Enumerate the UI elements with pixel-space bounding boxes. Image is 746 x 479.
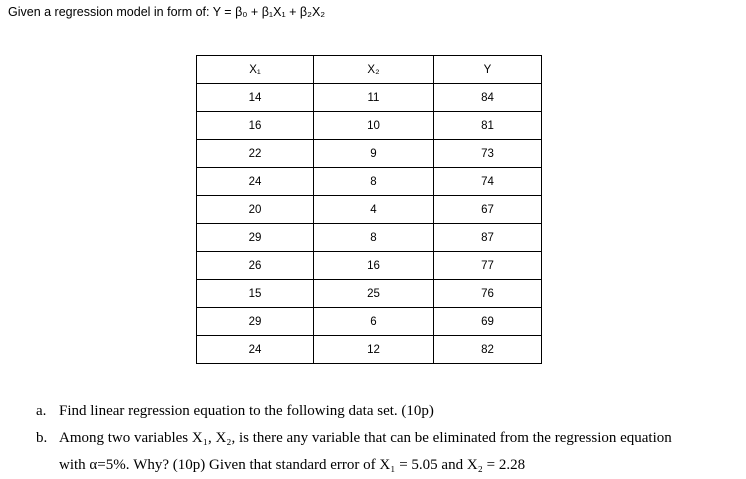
cell-x1: 22 (197, 140, 314, 168)
cell-y: 69 (434, 308, 542, 336)
cell-x1: 14 (197, 84, 314, 112)
cell-x1: 15 (197, 280, 314, 308)
table-row (197, 84, 542, 112)
cell-y: 73 (434, 140, 542, 168)
question-b-line2: with α=5%. Why? (10p) Given that standard error of X₁ = 5.05 and X₂ = 2.28 (59, 457, 526, 473)
cell-x2: 9 (314, 140, 434, 168)
question-a-text: Find linear regression equation to the following data set. (10p) (59, 403, 434, 419)
question-b-line1: Among two variables X₁, X₂, is there any variable that can be eliminated from the regression equation (59, 430, 672, 446)
question-a-letter: a. (36, 403, 47, 419)
cell-y: 77 (434, 252, 542, 280)
cell-y: 82 (434, 336, 542, 364)
cell-x1: 24 (197, 336, 314, 364)
table-row (197, 308, 542, 336)
cell-y: 87 (434, 224, 542, 252)
header-y: Y (434, 56, 542, 84)
table-row (197, 224, 542, 252)
question-b (36, 425, 736, 479)
cell-x1: 24 (197, 168, 314, 196)
question-list (36, 398, 736, 479)
cell-y: 74 (434, 168, 542, 196)
cell-x2: 4 (314, 196, 434, 224)
question-b-letter: b. (36, 430, 48, 446)
table-row (197, 280, 542, 308)
cell-x1: 26 (197, 252, 314, 280)
cell-x1: 16 (197, 112, 314, 140)
cell-x2: 8 (314, 224, 434, 252)
cell-x1: 29 (197, 308, 314, 336)
cell-y: 67 (434, 196, 542, 224)
cell-y: 84 (434, 84, 542, 112)
table-header-row (197, 56, 542, 84)
header-x2: X₂ (314, 56, 434, 84)
question-a (36, 398, 736, 425)
table-row (197, 336, 542, 364)
cell-x2: 10 (314, 112, 434, 140)
problem-intro: Given a regression model in form of: Y = β₀ + β₁X₁ + β₂X₂ (8, 5, 326, 19)
header-x1: X₁ (197, 56, 314, 84)
cell-y: 76 (434, 280, 542, 308)
cell-x1: 20 (197, 196, 314, 224)
cell-x2: 6 (314, 308, 434, 336)
cell-x1: 29 (197, 224, 314, 252)
cell-x2: 8 (314, 168, 434, 196)
table-row (197, 140, 542, 168)
table-row (197, 168, 542, 196)
cell-x2: 16 (314, 252, 434, 280)
table-row (197, 252, 542, 280)
cell-x2: 12 (314, 336, 434, 364)
data-table (196, 55, 542, 364)
table-row (197, 196, 542, 224)
cell-y: 81 (434, 112, 542, 140)
table-row (197, 112, 542, 140)
cell-x2: 25 (314, 280, 434, 308)
cell-x2: 11 (314, 84, 434, 112)
